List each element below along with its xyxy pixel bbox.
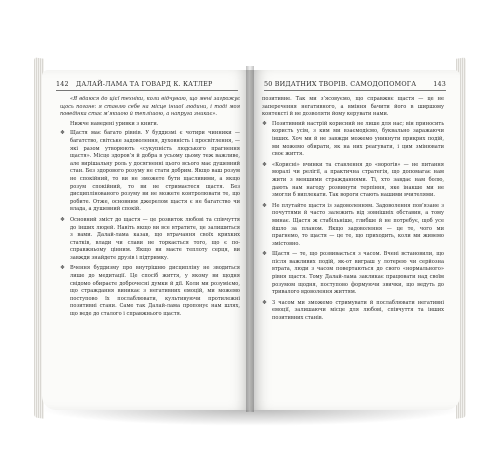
bullet-diamond-icon: ❖ bbox=[60, 265, 65, 272]
bullet-diamond-icon: ❖ bbox=[262, 120, 267, 127]
right-bullet-1-text: Позитивний настрій корисний не лише для нас; він приносить користь усім, з ким ми взаємодіємо, буквально заражаючи інших. Хоч ми й не завжди можемо уникнути прикрих подій, ми можемо обирати, як на них реагувати, і цим змінювати своє життя. bbox=[272, 120, 444, 158]
right-bullet-1 bbox=[262, 121, 444, 159]
bullet-diamond-icon: ❖ bbox=[262, 299, 267, 306]
left-bullet-2 bbox=[60, 217, 240, 263]
left-page bbox=[42, 70, 252, 410]
right-bullet-5-text: З часом ми зможемо стримувати й послаблювати негативні емоції, залишаючи місце для любові, співчуття та інших позитивних станів. bbox=[272, 299, 444, 322]
left-bullet-3 bbox=[60, 265, 240, 318]
left-bullet-2-text: Основний зміст до щастя — це розвиток любові та співчуття до інших людей. Навіть якщо ви все втратите, це залишиться з вами. Далай-лама казав, що втрачання своїх крихких статків, влади чи слави не торкається того, що є по-справжньому цінним. Якщо ви маєте теплоту серця, ви завжди знайдете друзів і підтримку. bbox=[70, 216, 240, 261]
bullet-diamond-icon: ❖ bbox=[60, 216, 65, 223]
bullet-diamond-icon: ❖ bbox=[262, 202, 267, 209]
left-bullet-1-text: Щастя має багато рівнів. У буддизмі є чотири чинники — багатство, світське задоволення, духовність і просвітлення, — які разом утворюють «сукупність людського прагнення щастя». Місце здоров’я й добра в усьому цьому теж важливе, але вирішальну роль у досягненні цього всього має душевний стан. Без здорового розуму не стати добрим. Якщо ваш розум не спокійний, то ви не зможете бути щасливими, а якщо розум спокійний, то ви не стримаєтеся щастя. Без дисциплінованого розуму ви не можете контролювати те, що робите. Отже, основним джерелом щастя є не багатство чи влада, а душевний спокій. bbox=[70, 130, 240, 213]
right-body-text bbox=[262, 96, 444, 326]
left-bullet-1 bbox=[60, 130, 240, 214]
left-intro-line: Нижче наведені уривки з книги. bbox=[70, 120, 159, 127]
right-bullet-4 bbox=[262, 251, 444, 297]
right-header-rule bbox=[264, 90, 446, 91]
right-continuation-line: позитивне. Так ми з’ясовуємо, що справжнє щастя — це не заперечення негативного, а вміння бачити його в ширшому контексті й не дозволяти йому керувати нами. bbox=[262, 96, 444, 118]
right-bullet-3 bbox=[262, 203, 444, 249]
left-quote: «Я вдаюся до цієї техніки, коли відчуваю, що мені загрожує щось погане: я ставлю себе на місце іншої людини, і тоді моя поведінка стає м’якшою й теплішою, а напруга зникає». bbox=[60, 96, 240, 118]
left-running-title: ДАЛАЙ-ЛАМА ТА ГОВАРД К. КАТЛЕР bbox=[76, 80, 213, 88]
right-bullet-2 bbox=[262, 162, 444, 200]
left-header-rule bbox=[56, 90, 238, 91]
bullet-diamond-icon: ❖ bbox=[262, 251, 267, 258]
bullet-diamond-icon: ❖ bbox=[262, 161, 267, 168]
left-bullet-3-text: Вчення буддизму про внутрішню дисципліну не зводиться лише до медитації. Це спосіб життя, у якому ви щодня свідомо обираєте доброчесні думки й дії. Коли ми розуміємо, що страждання виникає з негативних емоцій, ми можемо поступово їх послаблювати, культивуючи протилежні позитивні стани. Саме так Далай-лама пропонує нам шлях, що веде до сталого і справжнього щастя. bbox=[70, 265, 240, 318]
left-page-number: 142 bbox=[56, 80, 69, 88]
right-page-number: 143 bbox=[433, 80, 446, 88]
bullet-diamond-icon: ❖ bbox=[60, 130, 65, 137]
right-bullet-3-text: Не плутайте щастя із задоволенням. Задоволення пов’язане з почуттями й часто залежить від зовнішніх обставин, а тому минає. Щастя ж стабільніше, глибше й не потребує, щоб усе йшло за планом. Якщо задоволення — це те, чого ми прагнемо, то щастя — це те, що приходить, коли ми живемо змістовно. bbox=[272, 202, 444, 247]
book-spine-gutter bbox=[246, 66, 254, 412]
right-running-title: 50 ВИДАТНИХ ТВОРІВ. САМОДОПОМОГА bbox=[264, 80, 417, 88]
right-bullet-4-text: Щастя — те, що розвивається з часом. Вчені встановили, що після важливих подій, як-от виграш у лотерею чи серйозна втрата, люди з часом повертаються до свого «нормального» рівня щастя. Тому Далай-лама закликає працювати над своїм розумом щодня, поступово формуючи звички, що ведуть до тривалого вдоволення життям. bbox=[272, 251, 444, 296]
right-bullet-2-text: «Кориснi» вчинки та ставлення до «ворогів» — не питання моралі чи релігії, а практична стратегія, що допомагає нам жити з меншими стражданнями. Ті, хто завдає нам болю, дають нам нагоду розвинути терпіння, яке інакше ми не змогли б виплекати. Так вороги стають нашими вчителями. bbox=[272, 161, 444, 199]
right-page bbox=[250, 70, 460, 410]
right-bullet-5 bbox=[262, 300, 444, 323]
left-body-text bbox=[60, 96, 240, 322]
